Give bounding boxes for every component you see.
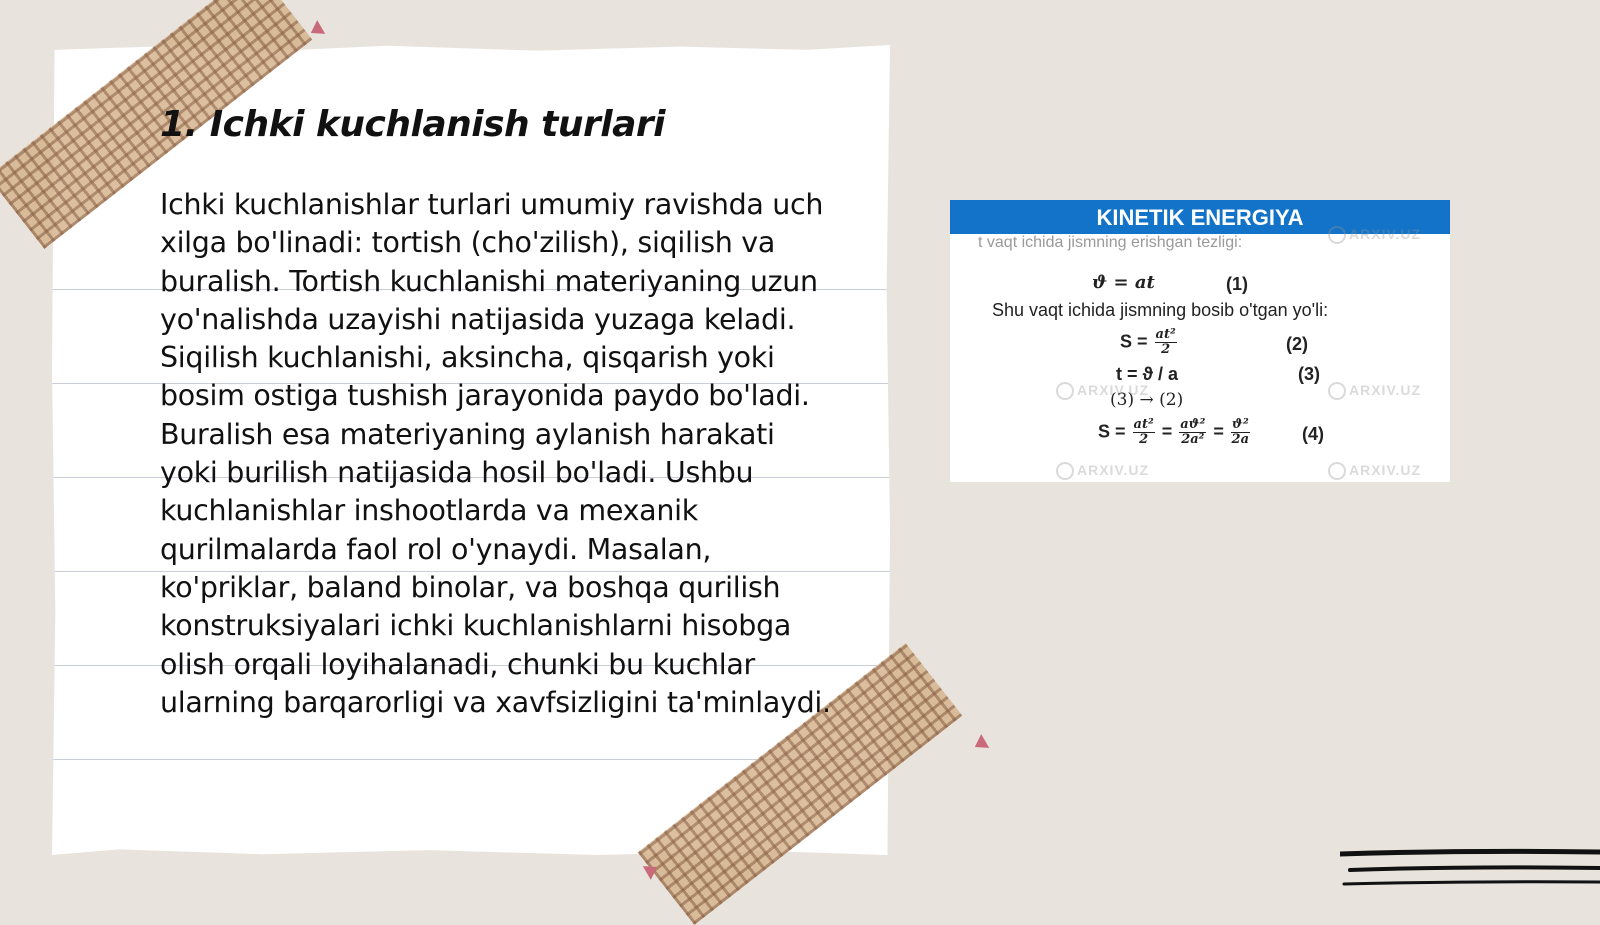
fraction [1133, 418, 1155, 447]
tape-tab-decoration [971, 734, 989, 754]
decorative-brush-lines [1340, 846, 1600, 896]
fraction [1231, 418, 1250, 447]
fraction-numerator: ϑ² [1231, 417, 1249, 432]
equation-4 [1098, 418, 1252, 447]
substitution-note: (3) → (2) [1110, 390, 1184, 410]
fraction-denominator: 2a² [1181, 432, 1205, 447]
fraction-denominator: 2a [1231, 432, 1250, 447]
equation-3: t = ϑ / a [1116, 364, 1178, 384]
slide-body-text: Ichki kuchlanishlar turlari umumiy ravishda uch xilga bo'linadi: tortish (cho'zilish), siqilish va buralish. Tortish kuchlanishi materiyaning uzun yo'nalishda uzayishi natijasida yuzaga keladi. Siqilish kuchlanishi, aksincha, qisqarish yoki bosim ostiga tushish jarayonida paydo bo'ladi. Buralish esa materiyaning aylanish harakati yoki burilish natijasida hosil bo'ladi. Ushbu kuchlanishlar inshootlarda va mexanik qurilmalarda faol rol o'ynaydi. Masalan, ko'priklar, baland binolar, va boshqa qurilish konstruksiyalari ichki kuchlanishlarni hisobga olish orqali loyihalanadi, chunki bu kuchlar ularning barqarorligi va xavfsizligini ta'minlaydi. [160, 188, 831, 719]
fraction [1179, 418, 1206, 447]
watermark-logo: ARXIV.UZ [1328, 462, 1421, 480]
fraction-numerator: at² [1133, 417, 1154, 432]
watermark-logo: ARXIV.UZ [1056, 462, 1149, 480]
equation-1: ϑ = at [1092, 272, 1155, 293]
watermark-logo: ARXIV.UZ [1328, 226, 1421, 244]
equation-4-lhs: S = [1098, 421, 1126, 442]
equation-3-number: (3) [1298, 364, 1320, 384]
fraction-numerator: aϑ² [1180, 417, 1206, 432]
fraction-numerator: at² [1155, 327, 1176, 342]
equals-sign: = [1161, 421, 1173, 442]
watermark-logo: ARXIV.UZ [1056, 382, 1149, 400]
equals-sign: = [1213, 421, 1224, 442]
slide-heading: 1. Ichki kuchlanish turlari [160, 104, 665, 145]
figure-faded-line: t vaqt ichida jismning erishgan tezligi: [978, 234, 1243, 251]
figure-path-line: Shu vaqt ichida jismning bosib o'tgan yo'li: [992, 300, 1329, 320]
watermark-logo: ARXIV.UZ [1328, 382, 1421, 400]
equation-1-number: (1) [1226, 274, 1248, 294]
equation-2-number: (2) [1286, 334, 1308, 354]
equation-2 [1120, 328, 1179, 357]
fraction-denominator: 2 [1161, 342, 1171, 357]
fraction [1155, 328, 1177, 357]
kinetic-energy-figure [950, 200, 1450, 482]
figure-title: KINETIK ENERGIYA [950, 200, 1450, 234]
fraction-denominator: 2 [1139, 432, 1149, 447]
equation-4-number: (4) [1302, 424, 1324, 444]
equation-2-lhs: S = [1120, 331, 1148, 352]
